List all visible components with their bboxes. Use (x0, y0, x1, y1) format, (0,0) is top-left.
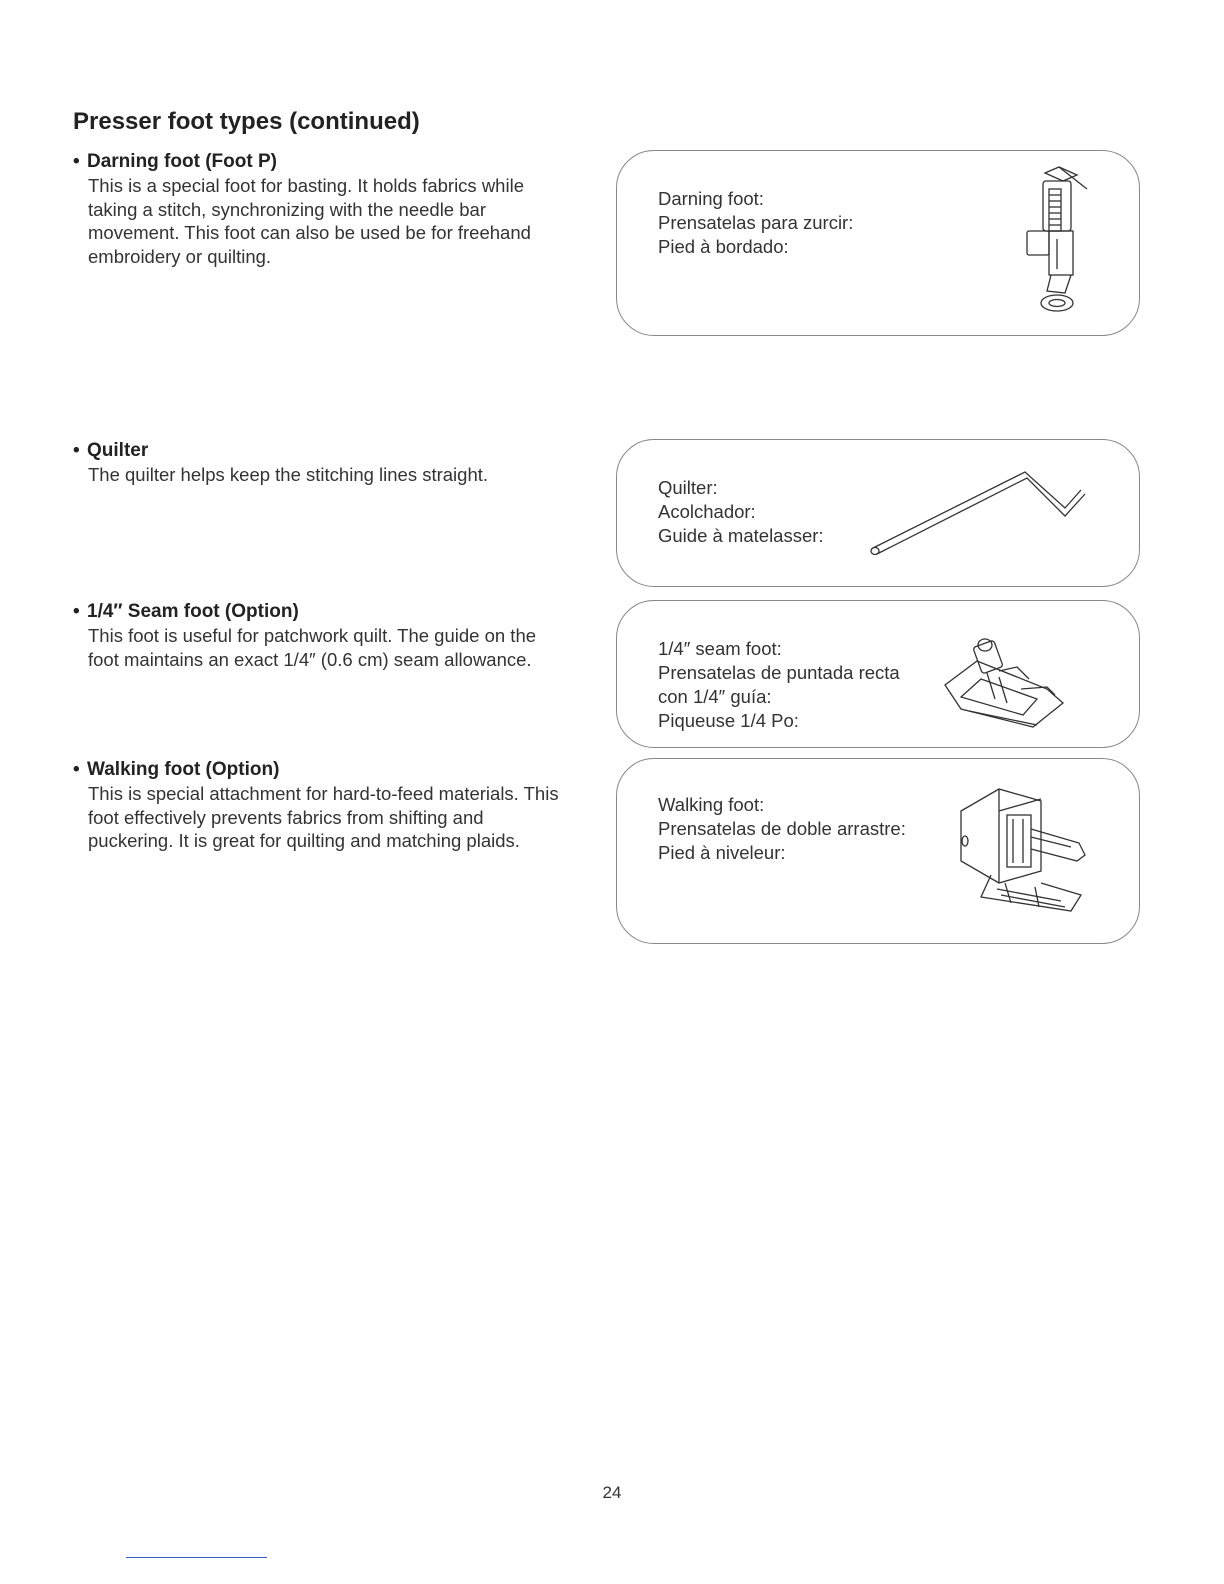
description-line: This is a special foot for basting. It holds fabrics while (88, 175, 524, 196)
bullet: • (73, 151, 80, 172)
callout-label: Guide à matelasser: (658, 525, 824, 546)
heading-text: Darning foot (Foot P) (87, 151, 277, 172)
section-description (88, 463, 603, 487)
callout-label: Prensatelas de puntada recta (658, 662, 900, 683)
section-description (88, 782, 618, 853)
description-line: movement. This foot can also be used be for freehand (88, 222, 531, 244)
quilter-bar-illustration (867, 462, 1107, 562)
section-darning-foot (73, 150, 603, 269)
callout-labels (658, 793, 906, 865)
callout-labels (658, 637, 900, 733)
callout-walking-foot (616, 758, 1140, 944)
callout-label: Prensatelas de doble arrastre: (658, 818, 906, 839)
description-line: foot maintains an exact 1/4″ (0.6 cm) seam allowance. (88, 648, 532, 670)
section-quarter-inch-seam-foot (73, 600, 603, 671)
callout-label: con 1/4″ guía: (658, 686, 772, 707)
section-heading (73, 150, 603, 174)
darning-foot-illustration (1007, 161, 1107, 321)
quarter-inch-seam-foot-illustration (937, 627, 1077, 737)
callout-label: Quilter: (658, 477, 718, 498)
page-title: Presser foot types (continued) (73, 108, 420, 135)
section-heading (73, 600, 603, 624)
section-quilter (73, 439, 603, 487)
bullet: • (73, 759, 80, 780)
footer-rule (126, 1557, 267, 1558)
page-number: 24 (602, 1483, 622, 1502)
callout-label: Darning foot: (658, 188, 764, 209)
callout-label: Piqueuse 1/4 Po: (658, 710, 799, 731)
description-line: puckering. It is great for quilting and matching plaids. (88, 830, 520, 852)
section-heading (73, 439, 603, 463)
description-line: This foot is useful for patchwork quilt. The guide on the (88, 625, 537, 646)
callout-label: Pied à niveleur: (658, 842, 786, 863)
callout-label: Walking foot: (658, 794, 765, 815)
callout-labels (658, 187, 853, 259)
callout-label: Acolchador: (658, 501, 756, 522)
section-heading (73, 758, 618, 782)
description-line: embroidery or quilting. (88, 246, 272, 268)
bullet: • (73, 440, 80, 461)
description-line: The quilter helps keep the stitching lines straight. (88, 464, 489, 485)
section-walking-foot (73, 758, 618, 853)
callout-labels (658, 476, 824, 548)
heading-text: 1/4″ Seam foot (Option) (87, 601, 299, 622)
callout-darning-foot (616, 150, 1140, 336)
heading-text: Quilter (87, 440, 149, 461)
description-line: foot effectively prevents fabrics from shifting and (88, 806, 484, 828)
callout-quarter-inch-seam-foot (616, 600, 1140, 748)
callout-quilter (616, 439, 1140, 587)
description-line: This is special attachment for hard-to-feed materials. This (88, 783, 559, 804)
callout-label: Prensatelas para zurcir: (658, 212, 854, 233)
callout-label: Pied à bordado: (658, 236, 789, 257)
section-description (88, 624, 603, 671)
description-line: taking a stitch, synchronizing with the needle bar (88, 198, 486, 220)
bullet: • (73, 601, 80, 622)
heading-text: Walking foot (Option) (87, 759, 280, 780)
walking-foot-illustration (951, 771, 1101, 921)
section-description (88, 174, 603, 269)
callout-label: 1/4″ seam foot: (658, 638, 782, 659)
